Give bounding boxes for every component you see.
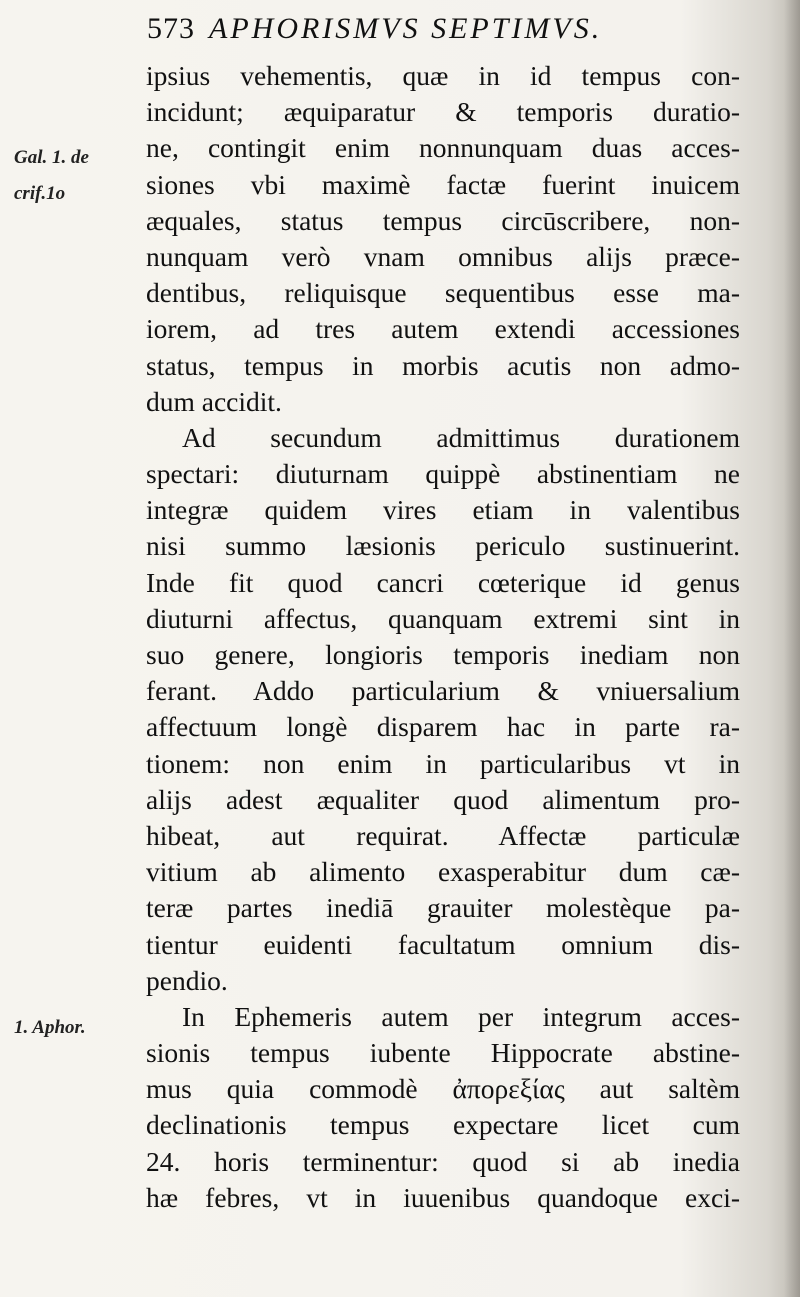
text-line: dum accidit. (146, 385, 282, 417)
text-line: tionem: non enim in particularibus vt in (146, 747, 740, 779)
text-line: pendio. (146, 964, 228, 996)
body-text (146, 58, 740, 1216)
text-line: vitium ab alimento exasperabitur dum cæ- (146, 856, 740, 888)
text-line: Inde fit quod cancri cœterique id genus (146, 566, 740, 598)
text-line: status, tempus in morbis acutis non admo- (146, 349, 740, 381)
text-line: hibeat, aut requirat. Affectæ particulæ (146, 819, 740, 851)
text-line: ne, contingit enim nonnunquam duas acces- (146, 132, 740, 164)
text-line: nunquam verò vnam omnibus alijs præce- (146, 240, 740, 272)
text-line: iorem, ad tres autem extendi accessiones (146, 313, 740, 345)
text-line: dentibus, reliquisque sequentibus esse ma- (146, 277, 740, 309)
text-line: tientur euidenti facultatum omnium dis- (146, 928, 740, 960)
page-edge-shadow (784, 0, 800, 1297)
text-line: incidunt; æquiparatur & temporis duratio- (146, 96, 740, 128)
page-number: 573 (147, 12, 195, 45)
text-line: alijs adest æqualiter quod alimentum pro- (146, 783, 740, 815)
text-line: spectari: diuturnam quippè abstinentiam ne (146, 458, 740, 490)
text-line: hæ febres, vt in iuuenibus quandoque exci- (146, 1181, 740, 1213)
text-line: ferant. Addo particularium & vniuersalium (146, 675, 740, 707)
text-line: Ad secundum admittimus durationem (182, 421, 740, 453)
text-line: In Ephemeris autem per integrum acces- (182, 1000, 740, 1032)
text-line: nisi summo læsionis periculo sustinuerint. (146, 530, 740, 562)
margin-note-galen: Gal. 1. de crif.1o (14, 147, 89, 204)
page-header (147, 12, 747, 46)
text-line: æquales, status tempus circūscribere, non- (146, 204, 740, 236)
text-line: sionis tempus iubente Hippocrate abstine- (146, 1037, 740, 1069)
text-line: suo genere, longioris temporis inediam non (146, 639, 740, 670)
text-line: declinationis tempus expectare licet cum (146, 1109, 740, 1141)
text-line: ipsius vehementis, quæ in id tempus con- (146, 60, 740, 91)
text-line: diuturni affectus, quanquam extremi sint in (146, 602, 740, 634)
text-line: mus quia commodè ἀπορεξίας aut saltèm (146, 1073, 740, 1105)
text-line: affectuum longè disparem hac in parte ra- (146, 711, 740, 743)
text-line: 24. horis terminentur: quod si ab inedia (146, 1145, 740, 1177)
running-title: APHORISMVS SEPTIMVS. (209, 12, 603, 45)
text-line: teræ partes inediā grauiter molestèque pa- (146, 892, 740, 924)
margin-note-aphor: 1. Aphor. (14, 1017, 86, 1038)
text-line: siones vbi maximè factæ fuerint inuicem (146, 168, 740, 200)
text-line: integræ quidem vires etiam in valentibus (146, 494, 740, 526)
